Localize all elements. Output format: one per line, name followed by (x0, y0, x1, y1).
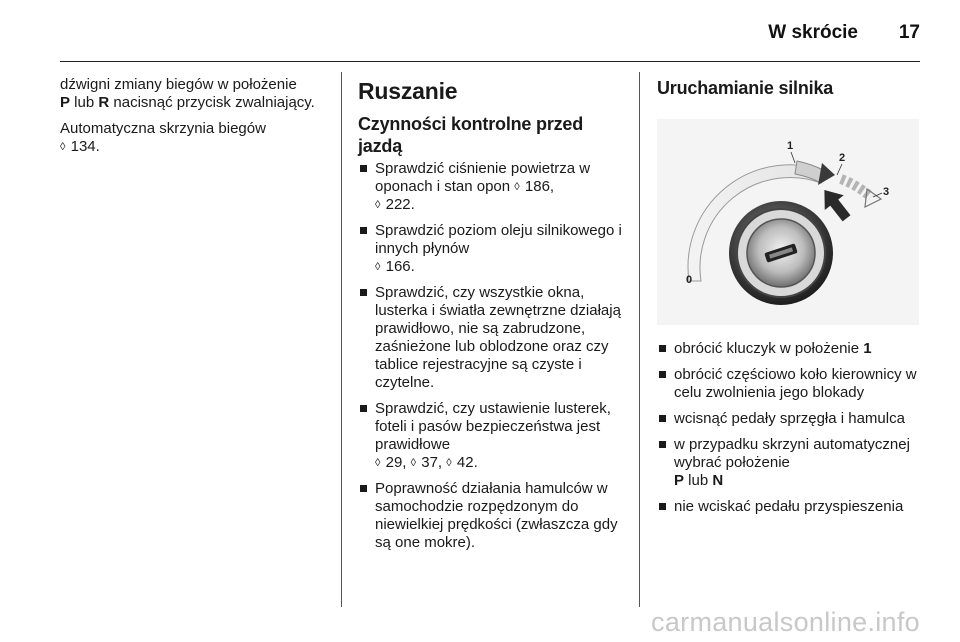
section-title: W skrócie (768, 22, 858, 43)
watermark: carmanualsonline.info (651, 607, 920, 637)
list-item-text: obrócić kluczyk w położenie (674, 340, 864, 357)
position-2-label: 2 (839, 152, 846, 164)
page-number: 17 (898, 22, 920, 43)
ignition-diagram (657, 119, 919, 325)
list-item (657, 436, 927, 490)
page-reference-icon: ◊ (375, 261, 381, 273)
page-reference[interactable]: 29, (385, 454, 407, 471)
paragraph-text: Automatyczna skrzynia biegów (60, 120, 266, 137)
list-item-text: obrócić częściowo koło kierownicy w celu zwolnienia jego blokady (674, 366, 917, 401)
column-divider-left (341, 72, 342, 607)
list-item-text: wcisnąć pedały sprzęgła i hamulca (674, 410, 905, 427)
start-steps-list (657, 340, 927, 516)
list-item-text: Sprawdzić poziom oleju silnikowego i innych płynów (375, 222, 622, 257)
list-item (657, 410, 927, 428)
page-reference-icon: ◊ (375, 199, 381, 211)
cross-reference-paragraph (60, 120, 328, 156)
paragraph-text: nacisnąć przycisk zwalniający. (109, 94, 315, 111)
paragraph-text: dźwigni zmiany biegów w położenie (60, 76, 297, 93)
list-item (358, 160, 630, 214)
gear-p-label: P (60, 94, 71, 111)
list-item (657, 366, 927, 402)
list-item (657, 340, 927, 358)
column-2 (358, 76, 630, 560)
page-reference-icon: ◊ (375, 457, 381, 469)
subsection-heading: Czynności kontrolne przed jazdą (358, 114, 584, 156)
gear-r-label: R (98, 94, 110, 111)
list-item (358, 400, 630, 472)
page-reference[interactable]: 42. (456, 454, 478, 471)
list-item-text: Sprawdzić, czy ustawienie lusterek, foteli i pasów bezpieczeństwa jest prawidłowe (375, 400, 611, 453)
page-reference[interactable]: 37, (421, 454, 443, 471)
position-3-label: 3 (883, 186, 890, 198)
list-item (657, 498, 927, 516)
section-heading: Uruchamianie silnika (657, 78, 834, 98)
page-reference[interactable]: 222. (385, 196, 415, 213)
list-item-text: Sprawdzić ciśnienie powietrza w oponach i stan opon (375, 160, 591, 195)
checklist (358, 160, 630, 552)
page-header (60, 20, 920, 62)
column-1 (60, 76, 328, 164)
list-item (358, 222, 630, 276)
list-item-text: nie wciskać pedału przyspieszenia (674, 498, 904, 515)
column-3 (657, 76, 927, 524)
page-reference-icon: ◊ (514, 181, 520, 193)
page-reference[interactable]: 134. (70, 138, 100, 155)
key-position-label: 1 (863, 340, 872, 357)
position-1-label: 1 (787, 140, 794, 152)
gear-p-label: P (674, 472, 685, 489)
list-item (358, 284, 630, 392)
position-0-label: 0 (686, 274, 693, 286)
connector-text: lub (684, 472, 713, 489)
page-reference[interactable]: 166. (385, 258, 415, 275)
continuation-paragraph (60, 76, 328, 112)
page-reference-icon: ◊ (446, 457, 452, 469)
list-item-text: Poprawność działania hamulców w samochodzie rozpędzonym do niewielkiej prędkości (zwłaszcza gdy są one mokre). (375, 480, 618, 551)
column-divider-right (639, 72, 640, 607)
list-item (358, 480, 630, 552)
section-heading: Ruszanie (358, 78, 458, 104)
connector-text: lub (70, 94, 99, 111)
list-item-text: Sprawdzić, czy wszystkie okna, lusterka i światła zewnętrzne działają prawidłowo, nie są zabrudzone, zaśnieżone lub oblodzone oraz czy tablice rejestracyjne są czyste i czytelne. (375, 284, 621, 391)
page-reference-icon: ◊ (410, 457, 417, 469)
page-reference[interactable]: 186, (524, 178, 555, 195)
ignition-switch-figure (657, 119, 919, 325)
gear-n-label: N (712, 472, 724, 489)
page-reference-icon: ◊ (60, 141, 66, 153)
list-item-text: w przypadku skrzyni automatycznej wybrać położenie (674, 436, 910, 471)
